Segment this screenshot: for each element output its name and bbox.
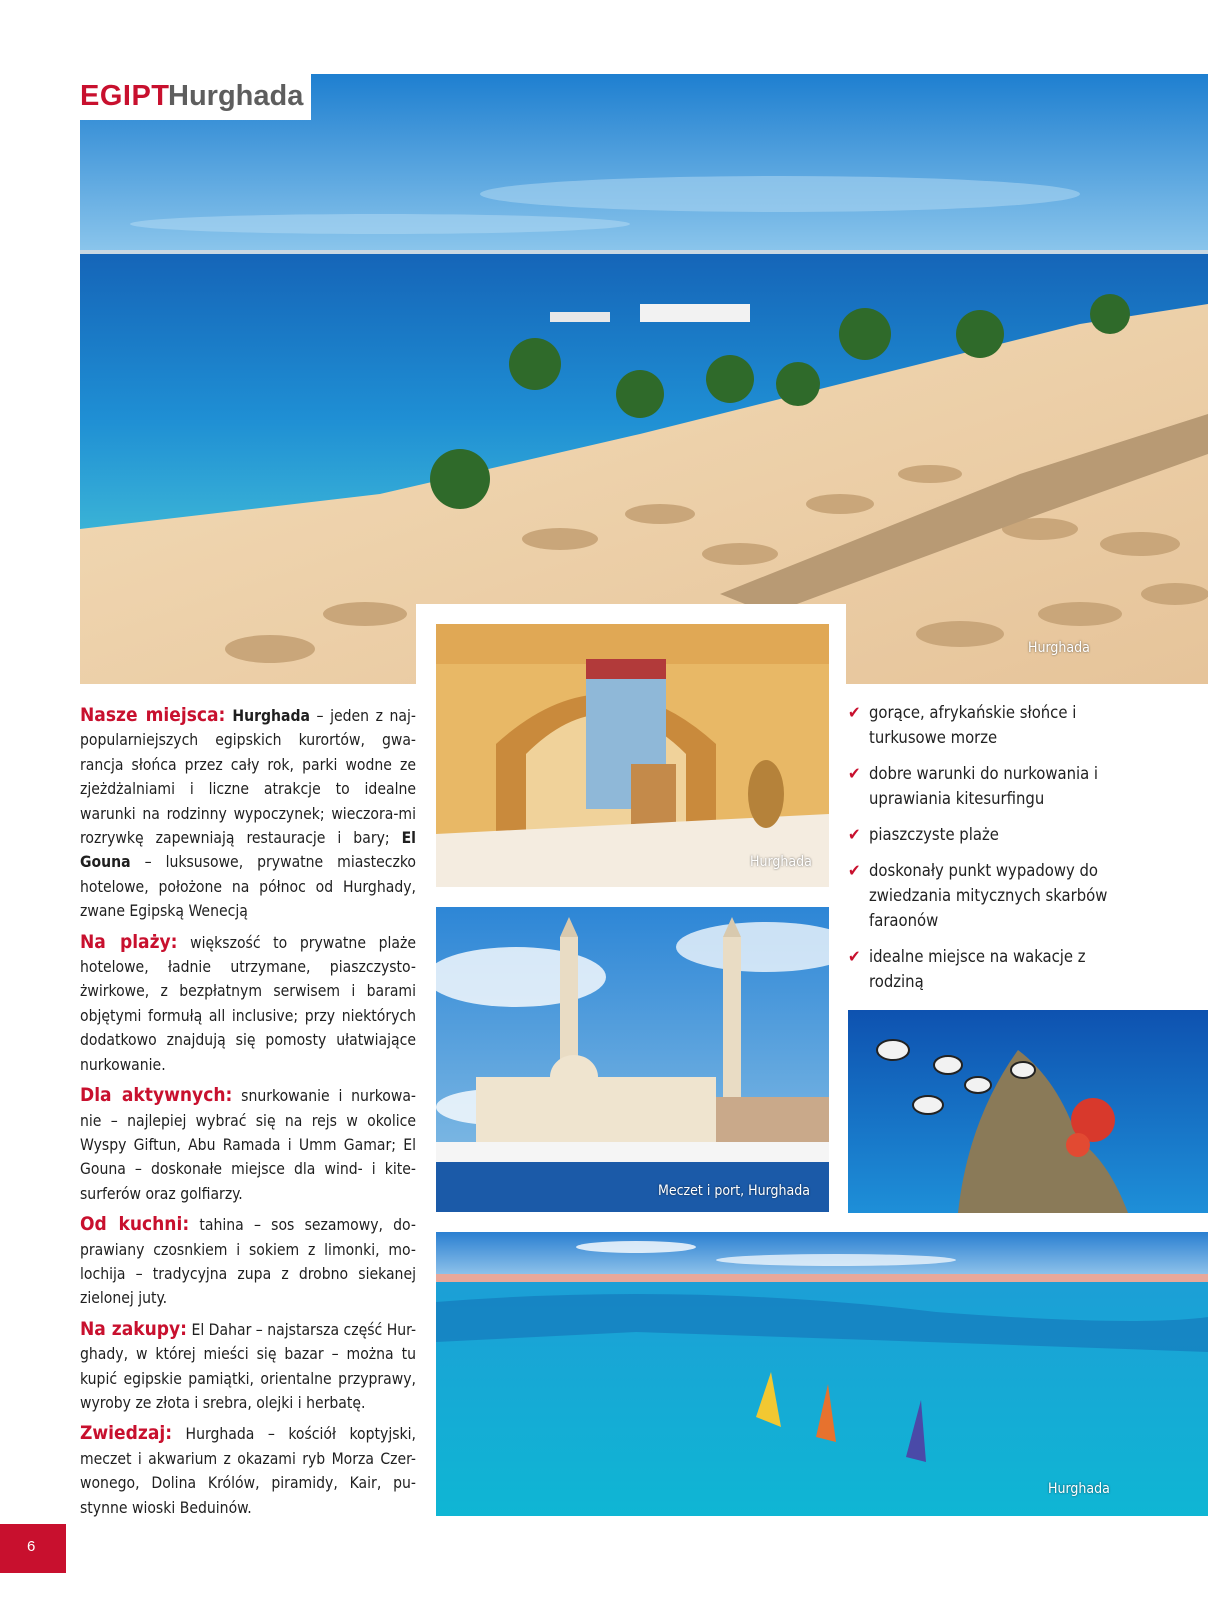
fish-photo — [848, 1010, 1208, 1213]
section-text: snurkowanie i nurkowa-nie – najlepiej wybrać się na rejs w okolice Wyspy Giftun, Abu Ramada i Umm Gamar; El Gouna – doskonałe miejsce dla wind- i kite-surferów oraz golfiarzy. — [80, 1087, 417, 1203]
surf-photo-caption: Hurghada — [1048, 1481, 1110, 1497]
section-text: – luksusowe, prywatne miasteczko hotelowe, położone na północ od Hurghady, zwane Egipską Wenecją — [80, 853, 416, 921]
page-title — [80, 74, 311, 120]
page-number-tab — [0, 1524, 66, 1573]
highlight-text: gorące, afrykańskie słońce i turkusowe morze — [869, 703, 1077, 747]
highlight-text: idealne miejsce na wakacje z rodziną — [869, 947, 1086, 991]
highlight-text: dobre warunki do nurkowania i uprawiania kitesurfingu — [869, 764, 1099, 808]
section-paragraph — [80, 930, 416, 1077]
place-name: El Gouna — [80, 829, 416, 872]
section-heading: Dla aktywnych: — [80, 1084, 233, 1107]
highlight-item — [848, 822, 1138, 847]
section-paragraph — [80, 1212, 416, 1311]
section-text: El Dahar – najstarsza część Hur-ghady, w której mieści się bazar – można tu kupić egipskie pamiątki, orientalne przyprawy, wyroby ze złota i srebra, olejki i herbatę. — [80, 1320, 417, 1412]
page-number: 6 — [27, 1538, 36, 1555]
section-heading: Zwiedzaj: — [80, 1422, 173, 1445]
highlight-item — [848, 858, 1138, 933]
highlight-item — [848, 700, 1138, 750]
surf-photo — [436, 1232, 1208, 1516]
highlight-text: doskonały punkt wypadowy do zwiedzania mitycznych skarbów faraonów — [869, 861, 1108, 930]
mosque-photo-caption: Meczet i port, Hurghada — [658, 1183, 810, 1199]
section-text: – jeden z naj-popularniejszych egipskich kurortów, gwa-rancja słońca przez cały rok, parki wodne ze zjeżdżalniami i liczne atrakcje to idealne warunki na rodzinny wypoczynek; wieczora-mi rozrywkę zapewniają restauracje i bary; — [80, 707, 416, 848]
section-text: większość to prywatne plaże hotelowe, ładnie utrzymane, piaszczysto-żwirkowe, z bezpłatnym serwisem i barami objętymi formułą all inclusive; przy niektórych dodatkowo znajdują się pomosty ułatwiające nurkowanie. — [80, 933, 416, 1074]
beach-photo — [80, 74, 1208, 684]
section-paragraph — [80, 1317, 416, 1416]
section-heading: Nasze miejsca: — [80, 704, 226, 726]
highlight-item — [848, 944, 1138, 994]
section-heading: Na plaży: — [80, 930, 178, 953]
country-title: EGIPT — [80, 80, 170, 112]
checkmark-icon: ✔ — [848, 947, 861, 966]
arch-photo-caption: Hurghada — [750, 854, 812, 870]
section-paragraph — [80, 703, 416, 924]
destination-description — [80, 703, 416, 1526]
mosque-photo — [436, 907, 829, 1212]
beach-photo-caption: Hurghada — [1028, 640, 1090, 656]
checkmark-icon: ✔ — [848, 764, 861, 783]
arch-photo — [436, 624, 829, 887]
highlight-text: piaszczyste plaże — [869, 825, 999, 844]
section-paragraph — [80, 1421, 416, 1520]
section-heading: Od kuchni: — [80, 1213, 190, 1236]
section-heading: Na zakupy: — [80, 1317, 188, 1340]
place-name: Hurghada — [225, 707, 311, 725]
section-text: Hurghada – kościół koptyjski, meczet i akwarium z okazami ryb Morza Czer-wonego, Dolina Królów, piramidy, Kair, pu-stynne wioski Beduinów. — [80, 1425, 416, 1517]
checkmark-icon: ✔ — [848, 825, 861, 844]
checkmark-icon: ✔ — [848, 861, 861, 880]
highlight-item — [848, 761, 1138, 811]
section-text: tahina – sos sezamowy, do-prawiany czosnkiem i sokiem z limonki, mo-lochija – tradycyjna zupa z drobno siekanej zielonej juty. — [80, 1216, 416, 1308]
highlights-list — [848, 700, 1138, 1005]
checkmark-icon: ✔ — [848, 703, 861, 722]
section-paragraph — [80, 1083, 416, 1206]
city-title: Hurghada — [168, 80, 304, 112]
